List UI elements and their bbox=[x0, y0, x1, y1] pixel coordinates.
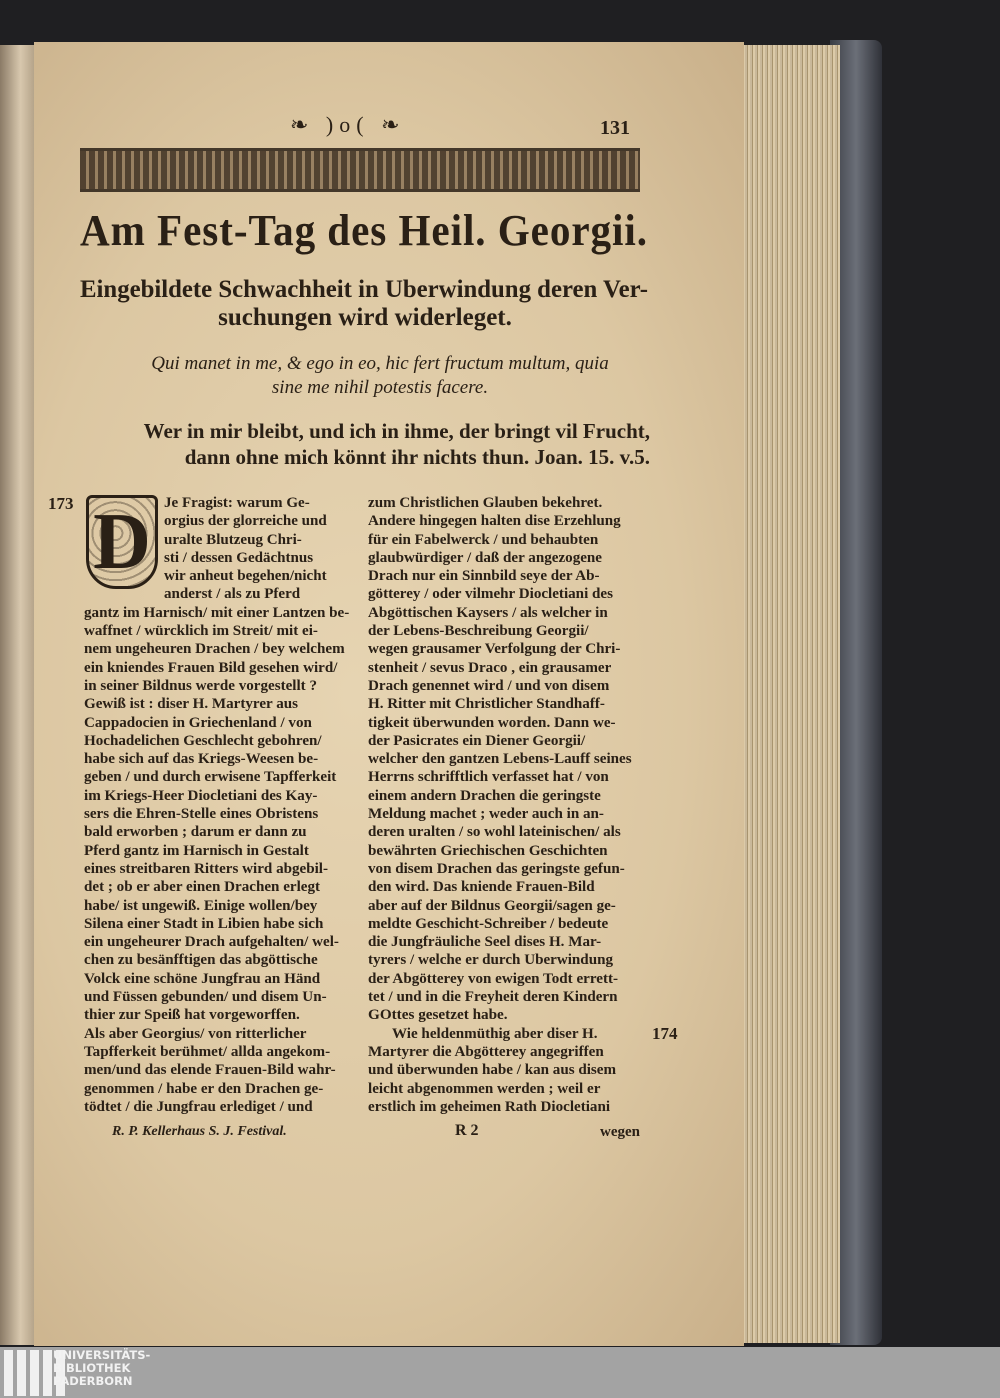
text-line bbox=[84, 988, 361, 1006]
text-line bbox=[368, 951, 645, 969]
text-line bbox=[84, 897, 361, 915]
text-line-text: in seiner Bildnus werde vorgestellt ? bbox=[84, 676, 318, 694]
text-line-text: ein kniendes Frauen Bild gesehen wird/ bbox=[84, 658, 338, 676]
text-line bbox=[368, 897, 645, 915]
german-text: Wer in mir bleibt, und ich in ihme, der bringt vil Frucht, bbox=[143, 419, 650, 443]
text-line bbox=[84, 1098, 361, 1116]
text-line-text: thier zur Speiß hat vorgeworffen. bbox=[84, 1006, 300, 1024]
text-line-text: ein ungeheurer Drach aufgehalten/ wel- bbox=[84, 933, 339, 951]
right-column bbox=[368, 494, 645, 1116]
text-line bbox=[368, 805, 645, 823]
text-line bbox=[84, 750, 361, 768]
margin-number: 174 bbox=[652, 1024, 678, 1043]
text-line bbox=[84, 622, 361, 640]
library-name-line: PADERBORN bbox=[53, 1374, 133, 1388]
text-line-text: anderst / als zu Pferd bbox=[164, 585, 301, 603]
text-line bbox=[84, 787, 361, 805]
text-line bbox=[84, 1043, 361, 1061]
text-line-text: welcher den gantzen Lebens-Lauff seines bbox=[368, 750, 632, 768]
text-line bbox=[84, 933, 361, 951]
text-line-text: wegen grausamer Verfolgung der Chri- bbox=[368, 640, 621, 658]
text-line-text: einem andern Drachen die geringste bbox=[368, 786, 601, 804]
text-line-text: aber auf der Bildnus Georgii/sagen ge- bbox=[368, 896, 616, 914]
text-line-text: sti / dessen Gedächtnus bbox=[164, 548, 314, 566]
text-line bbox=[84, 1080, 361, 1098]
library-name-line: BIBLIOTHEK bbox=[53, 1361, 131, 1375]
page-title bbox=[80, 204, 650, 258]
text-line-text: Als aber Georgius/ von ritterlicher bbox=[84, 1024, 307, 1042]
text-line bbox=[368, 695, 645, 713]
text-line bbox=[368, 842, 645, 860]
text-line bbox=[368, 933, 645, 951]
latin-quote bbox=[110, 352, 650, 400]
text-line bbox=[84, 512, 361, 530]
text-line bbox=[84, 659, 361, 677]
signature-mark: R 2 bbox=[455, 1122, 479, 1139]
subtitle bbox=[80, 276, 650, 332]
text-line-text: leicht abgenommen werden ; weil er bbox=[368, 1079, 601, 1097]
text-line-text: Gewiß ist : diser H. Martyrer aus bbox=[84, 695, 299, 713]
text-line bbox=[368, 549, 645, 567]
text-line bbox=[84, 915, 361, 933]
text-line-text: men/und das elende Frauen-Bild wahr- bbox=[84, 1061, 336, 1079]
latin-text: sine me nihil potestis facere. bbox=[271, 377, 489, 398]
text-line bbox=[368, 1006, 645, 1024]
left-column bbox=[84, 494, 361, 1116]
text-line-text: Silena einer Stadt in Libien habe sich bbox=[84, 914, 324, 932]
text-line bbox=[368, 1025, 645, 1043]
text-line bbox=[84, 805, 361, 823]
ornamental-band bbox=[80, 148, 640, 192]
text-line bbox=[84, 567, 361, 585]
text-line-text: götterey / oder vilmehr Diocletiani des bbox=[368, 585, 613, 603]
text-line bbox=[84, 640, 361, 658]
text-line bbox=[84, 1006, 361, 1024]
page-number: 131 bbox=[600, 117, 630, 139]
text-line-text: Drach genennet wird / und von disem bbox=[368, 676, 610, 694]
text-line bbox=[368, 787, 645, 805]
drop-cap: D bbox=[86, 495, 158, 589]
text-line bbox=[368, 860, 645, 878]
text-line bbox=[368, 659, 645, 677]
subtitle-text: suchungen wird widerleget. bbox=[218, 304, 512, 331]
text-line-text: Volck eine schöne Jungfrau an Händ bbox=[84, 969, 321, 987]
text-line bbox=[368, 768, 645, 786]
text-line-text: bewährten Griechischen Geschichten bbox=[368, 841, 608, 859]
text-line bbox=[368, 604, 645, 622]
text-line bbox=[84, 1061, 361, 1079]
text-line-text: Andere hingegen halten dise Erzehlung bbox=[368, 512, 621, 530]
text-line-text: det ; ob er aber einen Drachen erlegt bbox=[84, 878, 321, 896]
text-line-text: tödtet / die Jungfrau erlediget / und bbox=[84, 1097, 313, 1115]
text-line bbox=[368, 567, 645, 585]
text-line bbox=[368, 970, 645, 988]
text-line-text: wir anheut begehen/nicht bbox=[164, 567, 327, 585]
text-line-text: habe sich auf das Kriegs-Weesen be- bbox=[84, 750, 319, 768]
german-text: dann ohne mich könnt ihr nichts thun. Joan. 15. v.5. bbox=[184, 445, 650, 469]
text-line bbox=[368, 1061, 645, 1079]
text-line-text: GOttes gesetzet habe. bbox=[368, 1006, 508, 1024]
text-line bbox=[368, 1080, 645, 1098]
text-line-text: habe/ ist ungewiß. Einige wollen/bey bbox=[84, 896, 318, 914]
text-line bbox=[84, 970, 361, 988]
text-line bbox=[368, 494, 645, 512]
text-line bbox=[368, 640, 645, 658]
text-line bbox=[84, 531, 361, 549]
latin-line bbox=[110, 376, 650, 400]
text-line-text: Meldung machet ; weder auch in an- bbox=[368, 805, 604, 823]
subtitle-line bbox=[80, 276, 650, 304]
text-line bbox=[84, 714, 361, 732]
text-line-text: und Füssen gebunden/ und disem Un- bbox=[84, 988, 327, 1006]
text-line bbox=[84, 768, 361, 786]
text-line-text: Herrns schrifftlich verfasset hat / von bbox=[368, 768, 609, 786]
subtitle-text: Eingebildete Schwachheit in Uberwindung deren Ver- bbox=[80, 276, 648, 303]
german-quote bbox=[120, 418, 650, 470]
text-line-text: sers die Ehren-Stelle eines Obristens bbox=[84, 805, 319, 823]
text-line bbox=[368, 1043, 645, 1061]
text-line-text: der Abgötterey von ewigen Todt errett- bbox=[368, 969, 619, 987]
text-line-text: eines streitbaren Ritters wird abgebil- bbox=[84, 859, 329, 877]
text-line bbox=[84, 604, 361, 622]
text-line-text: Pferd gantz im Harnisch in Gestalt bbox=[84, 841, 309, 859]
text-line bbox=[84, 860, 361, 878]
text-line-text: Abgöttischen Kaysers / als welcher in bbox=[368, 603, 608, 621]
text-line bbox=[368, 512, 645, 530]
text-line bbox=[368, 750, 645, 768]
text-line-text: stenheit / sevus Draco , ein grausamer bbox=[368, 658, 612, 676]
text-line bbox=[368, 915, 645, 933]
text-line bbox=[84, 878, 361, 896]
text-line bbox=[368, 823, 645, 841]
text-line bbox=[84, 951, 361, 969]
text-line bbox=[368, 622, 645, 640]
text-line-text: orgius der glorreiche und bbox=[164, 512, 327, 530]
text-line bbox=[84, 695, 361, 713]
text-line-text: tet / und in die Freyheit deren Kindern bbox=[368, 988, 618, 1006]
text-line bbox=[84, 732, 361, 750]
text-line-text: Hochadelichen Geschlecht gebohren/ bbox=[84, 731, 322, 749]
text-line-text: geben / und durch erwisene Tapfferkeit bbox=[84, 768, 337, 786]
text-line-text: erstlich im geheimen Rath Diocletiani bbox=[368, 1097, 611, 1115]
text-line-text: der Pasicrates ein Diener Georgii/ bbox=[368, 731, 586, 749]
text-line-text: genommen / habe er den Drachen ge- bbox=[84, 1079, 324, 1097]
text-line-text: chen zu besänfftigen das abgöttische bbox=[84, 951, 318, 969]
text-line bbox=[368, 677, 645, 695]
text-line-text: meldte Geschicht-Schreiber / bedeute bbox=[368, 914, 609, 932]
text-line-text: im Kriegs-Heer Diocletiani des Kay- bbox=[84, 786, 318, 804]
text-line bbox=[84, 1025, 361, 1043]
text-line-text: glaubwürdiger / daß der angezogene bbox=[368, 548, 603, 566]
text-line-text: deren uralten / so wohl lateinischen/ als bbox=[368, 823, 621, 841]
text-line-text: gantz im Harnisch/ mit einer Lantzen be- bbox=[84, 603, 350, 621]
text-line bbox=[84, 585, 361, 603]
text-line bbox=[368, 1098, 645, 1116]
text-line bbox=[368, 878, 645, 896]
text-line bbox=[84, 842, 361, 860]
footer-author: R. P. Kellerhaus S. J. Festival. bbox=[112, 1124, 287, 1139]
text-line-text: Drach nur ein Sinnbild seye der Ab- bbox=[368, 567, 600, 585]
text-line bbox=[368, 531, 645, 549]
text-line-text: die Jungfräuliche Seel dises H. Mar- bbox=[368, 933, 602, 951]
latin-line bbox=[110, 352, 650, 376]
text-line bbox=[368, 585, 645, 603]
text-line-text: Je Fragist: warum Ge- bbox=[164, 494, 310, 511]
text-line-text: uralte Blutzeug Chri- bbox=[164, 530, 302, 548]
text-line-text: tyrers / welche er durch Uberwindung bbox=[368, 951, 614, 969]
text-line-text: von disem Drachen das geringste gefun- bbox=[368, 859, 625, 877]
text-line-text: waffnet / würcklich im Streit/ mit ei- bbox=[84, 622, 318, 640]
text-line-text: zum Christlichen Glauben bekehret. bbox=[368, 494, 603, 511]
text-line bbox=[368, 714, 645, 732]
text-line-text: Cappadocien in Griechenland / von bbox=[84, 713, 312, 731]
text-line-text: bald erworben ; darum er dann zu bbox=[84, 823, 307, 841]
library-name-line: UNIVERSITÄTS- bbox=[53, 1348, 151, 1362]
text-line-text: der Lebens-Beschreibung Georgii/ bbox=[368, 622, 589, 640]
subtitle-line bbox=[80, 304, 650, 332]
german-line bbox=[120, 418, 650, 444]
text-line bbox=[84, 549, 361, 567]
catchword: wegen bbox=[600, 1124, 640, 1140]
header-ornament: ❧ )o( ❧ bbox=[290, 112, 406, 137]
text-line bbox=[84, 494, 361, 512]
text-line-text: und überwunden habe / kan aus disem bbox=[368, 1061, 617, 1079]
text-line-text: den wird. Das kniende Frauen-Bild bbox=[368, 878, 595, 896]
text-line-text: tigkeit überwunden worden. Dann we- bbox=[368, 713, 616, 731]
text-line bbox=[368, 988, 645, 1006]
facing-page-edge bbox=[0, 45, 34, 1345]
latin-text: Qui manet in me, & ego in eo, hic fert fructum multum, quia bbox=[151, 353, 609, 374]
text-line-text: Tapfferkeit berühmet/ allda angekom- bbox=[84, 1042, 331, 1060]
text-line-text: Martyrer die Abgötterey angegriffen bbox=[368, 1042, 604, 1060]
text-line-text: Wie heldenmüthig aber diser H. bbox=[392, 1024, 598, 1042]
text-line bbox=[84, 823, 361, 841]
page-edges bbox=[735, 45, 840, 1343]
margin-number: 173 bbox=[48, 494, 74, 513]
page-title-text: Am Fest-Tag des Heil. Georgii. bbox=[80, 206, 648, 255]
text-line-text: H. Ritter mit Christlicher Standhaff- bbox=[368, 695, 605, 713]
text-line bbox=[84, 677, 361, 695]
library-name bbox=[53, 1349, 150, 1388]
text-line-text: für ein Fabelwerck / und behaubten bbox=[368, 530, 599, 548]
text-line-text: nem ungeheuren Drachen / bey welchem bbox=[84, 640, 345, 658]
german-line bbox=[120, 444, 650, 470]
text-line bbox=[368, 732, 645, 750]
